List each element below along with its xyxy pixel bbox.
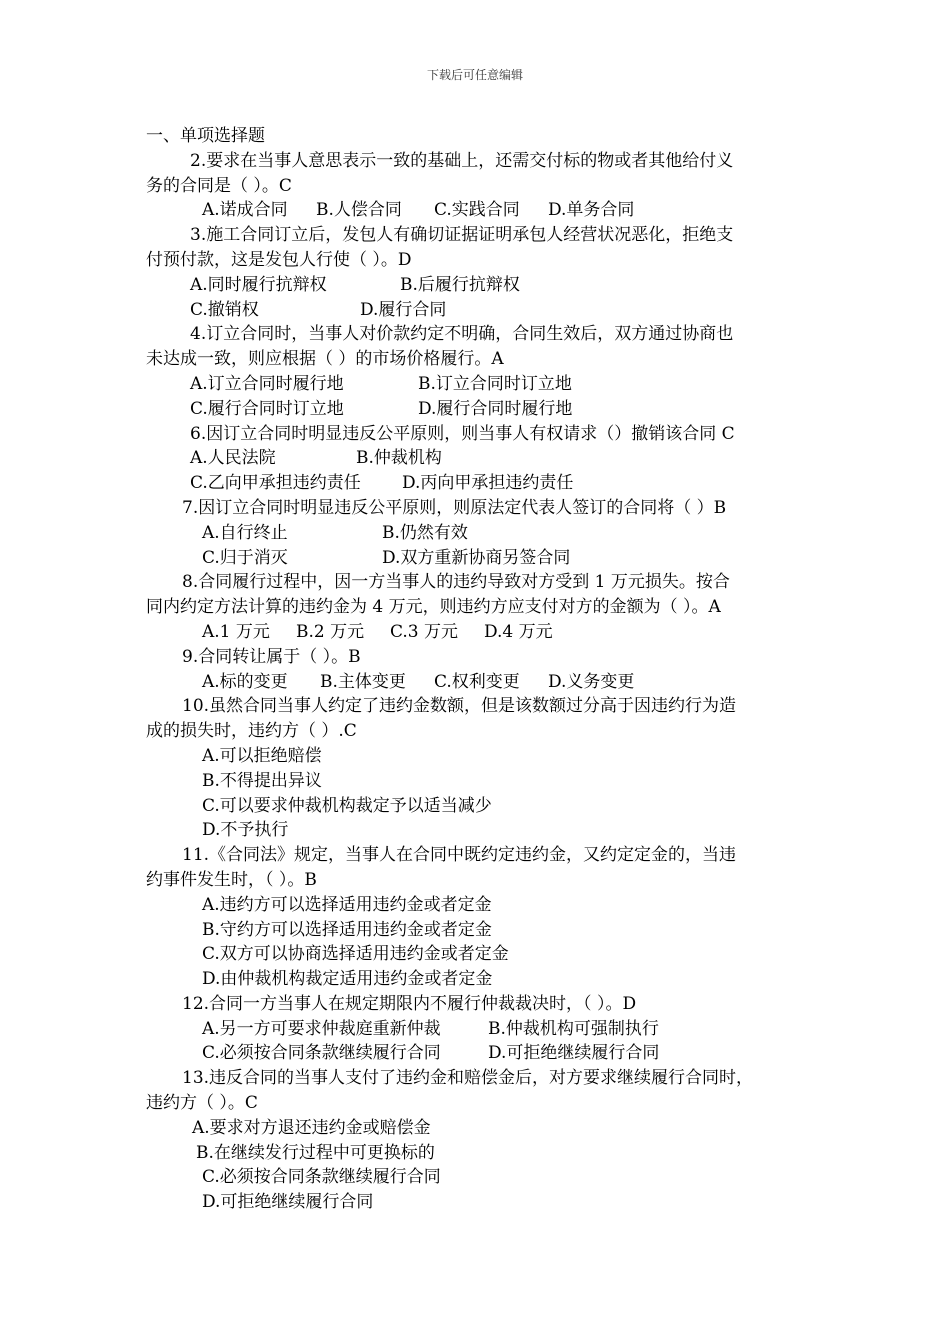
question-10-option-a: A.可以拒绝赔偿 — [202, 745, 322, 766]
option: C.实践合同 — [434, 200, 520, 221]
option: A.人民法院 — [190, 448, 276, 469]
question-4-options-row-1 — [146, 372, 822, 397]
option: B.2 万元 — [296, 621, 365, 642]
question-9-options — [146, 670, 822, 695]
document-body — [146, 124, 822, 1215]
option: A.标的变更 — [202, 671, 288, 692]
option: D.4 万元 — [484, 621, 553, 642]
question-2-line-1: 2.要求在当事人意思表示一致的基础上，还需交付标的物或者其他给付义 — [190, 150, 734, 171]
question-3-line-1: 3.施工合同订立后，发包人有确切证据证明承包人经营状况恶化，拒绝支 — [190, 225, 734, 246]
question-12-line-1: 12.合同一方当事人在规定期限内不履行仲裁裁决时，（ ）。D — [182, 993, 637, 1014]
question-3-line-2: 付预付款，这是发包人行使（ ）。D — [146, 249, 412, 270]
question-12-options-row-2 — [146, 1041, 822, 1066]
option: B.后履行抗辩权 — [400, 274, 520, 295]
option: D.履行合同 — [360, 299, 447, 320]
question-13-option-d: D.可拒绝继续履行合同 — [202, 1192, 374, 1213]
question-3-options-row-1 — [146, 273, 822, 298]
option: A.另一方可要求仲裁庭重新仲裁 — [202, 1018, 441, 1039]
question-13-option-a: A.要求对方退还违约金或赔偿金 — [192, 1117, 431, 1138]
question-2-line-2: 务的合同是（ ）。C — [146, 175, 292, 196]
question-13-option-b: B.在继续发行过程中可更换标的 — [196, 1142, 435, 1163]
question-11-option-d: D.由仲裁机构裁定适用违约金或者定金 — [202, 969, 493, 990]
option: A.1 万元 — [202, 621, 270, 642]
option: C.归于消灭 — [202, 547, 288, 568]
option: A.自行终止 — [202, 522, 288, 543]
option: B.仍然有效 — [382, 522, 468, 543]
question-13-line-1: 13.违反合同的当事人支付了违约金和赔偿金后，对方要求继续履行合同时， — [182, 1068, 754, 1089]
option: A.订立合同时履行地 — [190, 373, 344, 394]
option: A.诺成合同 — [202, 200, 288, 221]
question-12-options-row-1 — [146, 1017, 822, 1042]
question-4-line-2: 未达成一致，则应根据（ ）的市场价格履行。A — [146, 349, 504, 370]
option: D.义务变更 — [548, 671, 635, 692]
question-7-options-row-2 — [146, 546, 822, 571]
option: B.订立合同时订立地 — [418, 373, 572, 394]
option: C.3 万元 — [390, 621, 459, 642]
question-10-line-1: 10.虽然合同当事人约定了违约金数额，但是该数额过分高于因违约行为造 — [182, 696, 737, 717]
section-title: 一、单项选择题 — [146, 126, 265, 146]
option: D.双方重新协商另签合同 — [382, 547, 571, 568]
option: D.丙向甲承担违约责任 — [402, 473, 574, 494]
option: C.乙向甲承担违约责任 — [190, 473, 361, 494]
option: B.主体变更 — [320, 671, 406, 692]
question-4-line-1: 4.订立合同时，当事人对价款约定不明确，合同生效后，双方通过协商也 — [190, 324, 734, 345]
question-9-line-1: 9.合同转让属于（ ）。B — [182, 646, 361, 667]
question-10-option-b: B.不得提出异议 — [202, 770, 322, 791]
question-8-options — [146, 620, 822, 645]
question-6-line-1: 6.因订立合同时明显违反公平原则，则当事人有权请求（）撤销该合同 C — [190, 423, 735, 444]
question-11-line-2: 约事件发生时，（ ）。B — [146, 869, 317, 890]
option: B.仲裁机构 — [356, 448, 442, 469]
option: C.必须按合同条款继续履行合同 — [202, 1043, 441, 1064]
question-6-options-row-1 — [146, 446, 822, 471]
option: A.同时履行抗辩权 — [190, 274, 327, 295]
question-6-options-row-2 — [146, 471, 822, 496]
question-8-line-2: 同内约定方法计算的违约金为 4 万元，则违约方应支付对方的金额为（ ）。A — [146, 597, 721, 618]
option: D.可拒绝继续履行合同 — [488, 1043, 660, 1064]
header-note: 下载后可任意编辑 — [426, 68, 523, 82]
option: C.撤销权 — [190, 299, 259, 320]
question-10-option-c: C.可以要求仲裁机构裁定予以适当减少 — [202, 795, 492, 816]
question-7-line-1: 7.因订立合同时明显违反公平原则，则原法定代表人签订的合同将（ ）B — [182, 497, 727, 518]
question-10-option-d: D.不予执行 — [202, 820, 289, 841]
question-13-option-c: C.必须按合同条款继续履行合同 — [202, 1167, 441, 1188]
question-8-line-1: 8.合同履行过程中，因一方当事人的违约导致对方受到 1 万元损失。按合 — [182, 572, 730, 593]
option: D.单务合同 — [548, 200, 635, 221]
option: B.人偿合同 — [316, 200, 402, 221]
question-2-options — [146, 198, 822, 223]
question-3-options-row-2 — [146, 298, 822, 323]
question-11-line-1: 11.《合同法》规定，当事人在合同中既约定违约金，又约定定金的，当违 — [182, 845, 737, 866]
question-7-options-row-1 — [146, 521, 822, 546]
question-11-option-a: A.违约方可以选择适用违约金或者定金 — [202, 894, 492, 915]
option: C.履行合同时订立地 — [190, 398, 344, 419]
option: C.权利变更 — [434, 671, 520, 692]
option: D.履行合同时履行地 — [418, 398, 573, 419]
question-4-options-row-2 — [146, 397, 822, 422]
option: B.仲裁机构可强制执行 — [488, 1018, 659, 1039]
question-13-line-2: 违约方（ ）。C — [146, 1093, 258, 1114]
question-11-option-b: B.守约方可以选择适用违约金或者定金 — [202, 919, 492, 940]
question-10-line-2: 成的损失时，违约方（ ）.C — [146, 721, 357, 742]
question-11-option-c: C.双方可以协商选择适用违约金或者定金 — [202, 944, 509, 965]
